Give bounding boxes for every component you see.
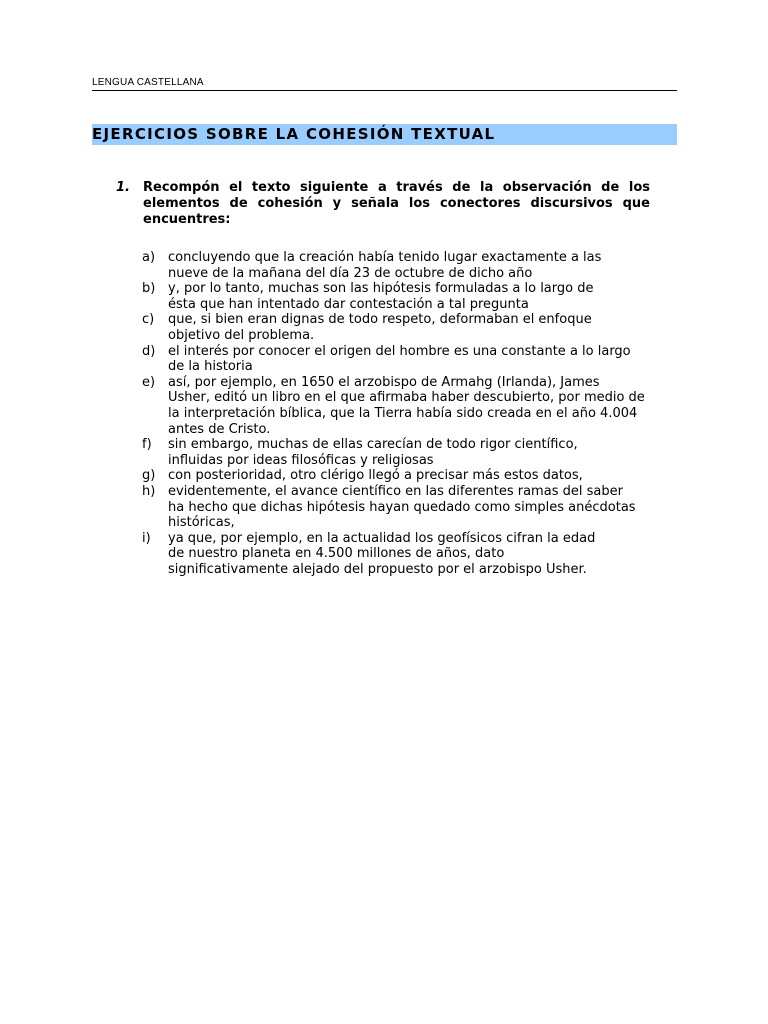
item-line: así, por ejemplo, en 1650 el arzobispo de Armahg (Irlanda), James (168, 374, 600, 390)
item-line: ha hecho que dichas hipótesis hayan quedado como simples anécdotas (168, 499, 636, 515)
item-line: Usher, editó un libro en el que afirmaba haber descubierto, por medio de (168, 390, 645, 406)
item-line: ésta que han intentado dar contestación a tal pregunta (168, 296, 529, 312)
exercise-number: 1. (116, 180, 130, 195)
item-line: nueve de la mañana del día 23 de octubre de dicho año (168, 265, 533, 281)
item-line: el interés por conocer el origen del hombre es una constante a lo largo (168, 343, 631, 359)
item-letter: e) (142, 374, 156, 390)
prompt-line: encuentres: (143, 212, 231, 227)
item-text (168, 375, 662, 437)
prompt-line: Recompón el texto siguiente a través de la observación de los (143, 180, 650, 195)
item-text (168, 437, 662, 468)
item-letter: d) (142, 343, 156, 359)
item-letter: i) (142, 530, 151, 546)
item-line: influidas por ideas filosóficas y religiosas (168, 452, 434, 468)
item-line: significativamente alejado del propuesto por el arzobispo Usher. (168, 561, 587, 577)
item-line: que, si bien eran dignas de todo respeto, deformaban el enfoque (168, 312, 592, 328)
item-line: la interpretación bíblica, que la Tierra había sido creada en el año 4.004 (168, 405, 638, 421)
fragment-list (142, 250, 662, 577)
list-item (142, 281, 662, 312)
list-item (142, 250, 662, 281)
item-letter: g) (142, 468, 156, 484)
list-item (142, 437, 662, 468)
list-item (142, 312, 662, 343)
item-line: ya que, por ejemplo, en la actualidad los geofísicos cifran la edad (168, 530, 596, 546)
item-line: sin embargo, muchas de ellas carecían de todo rigor científico, (168, 437, 578, 453)
running-header: LENGUA CASTELLANA (92, 76, 677, 91)
item-text (168, 250, 662, 281)
list-item (142, 344, 662, 375)
item-line: y, por lo tanto, muchas son las hipótesis formuladas a lo largo de (168, 281, 594, 297)
item-text (168, 344, 662, 375)
item-text (168, 468, 662, 484)
item-line: con posterioridad, otro clérigo llegó a precisar más estos datos, (168, 468, 583, 484)
item-letter: h) (142, 483, 156, 499)
list-item (142, 375, 662, 437)
item-letter: c) (142, 312, 155, 328)
list-item (142, 468, 662, 484)
item-text (168, 281, 662, 312)
exercise-prompt (143, 180, 650, 228)
item-line: de la historia (168, 359, 253, 375)
list-item (142, 484, 662, 531)
item-line: evidentemente, el avance científico en las diferentes ramas del saber (168, 483, 623, 499)
item-line: de nuestro planeta en 4.500 millones de años, dato (168, 546, 505, 562)
item-letter: b) (142, 281, 156, 297)
item-line: históricas, (168, 515, 235, 531)
page-title: EJERCICIOS SOBRE LA COHESIÓN TEXTUAL (92, 124, 677, 145)
item-text (168, 531, 662, 578)
item-line: objetivo del problema. (168, 327, 315, 343)
item-line: antes de Cristo. (168, 421, 271, 437)
item-text (168, 312, 662, 343)
item-line: concluyendo que la creación había tenido lugar exactamente a las (168, 250, 602, 265)
list-item (142, 531, 662, 578)
item-letter: f) (142, 437, 152, 453)
item-letter: a) (142, 250, 156, 265)
item-text (168, 484, 662, 531)
prompt-line: elementos de cohesión y señala los conectores discursivos que (143, 196, 650, 211)
